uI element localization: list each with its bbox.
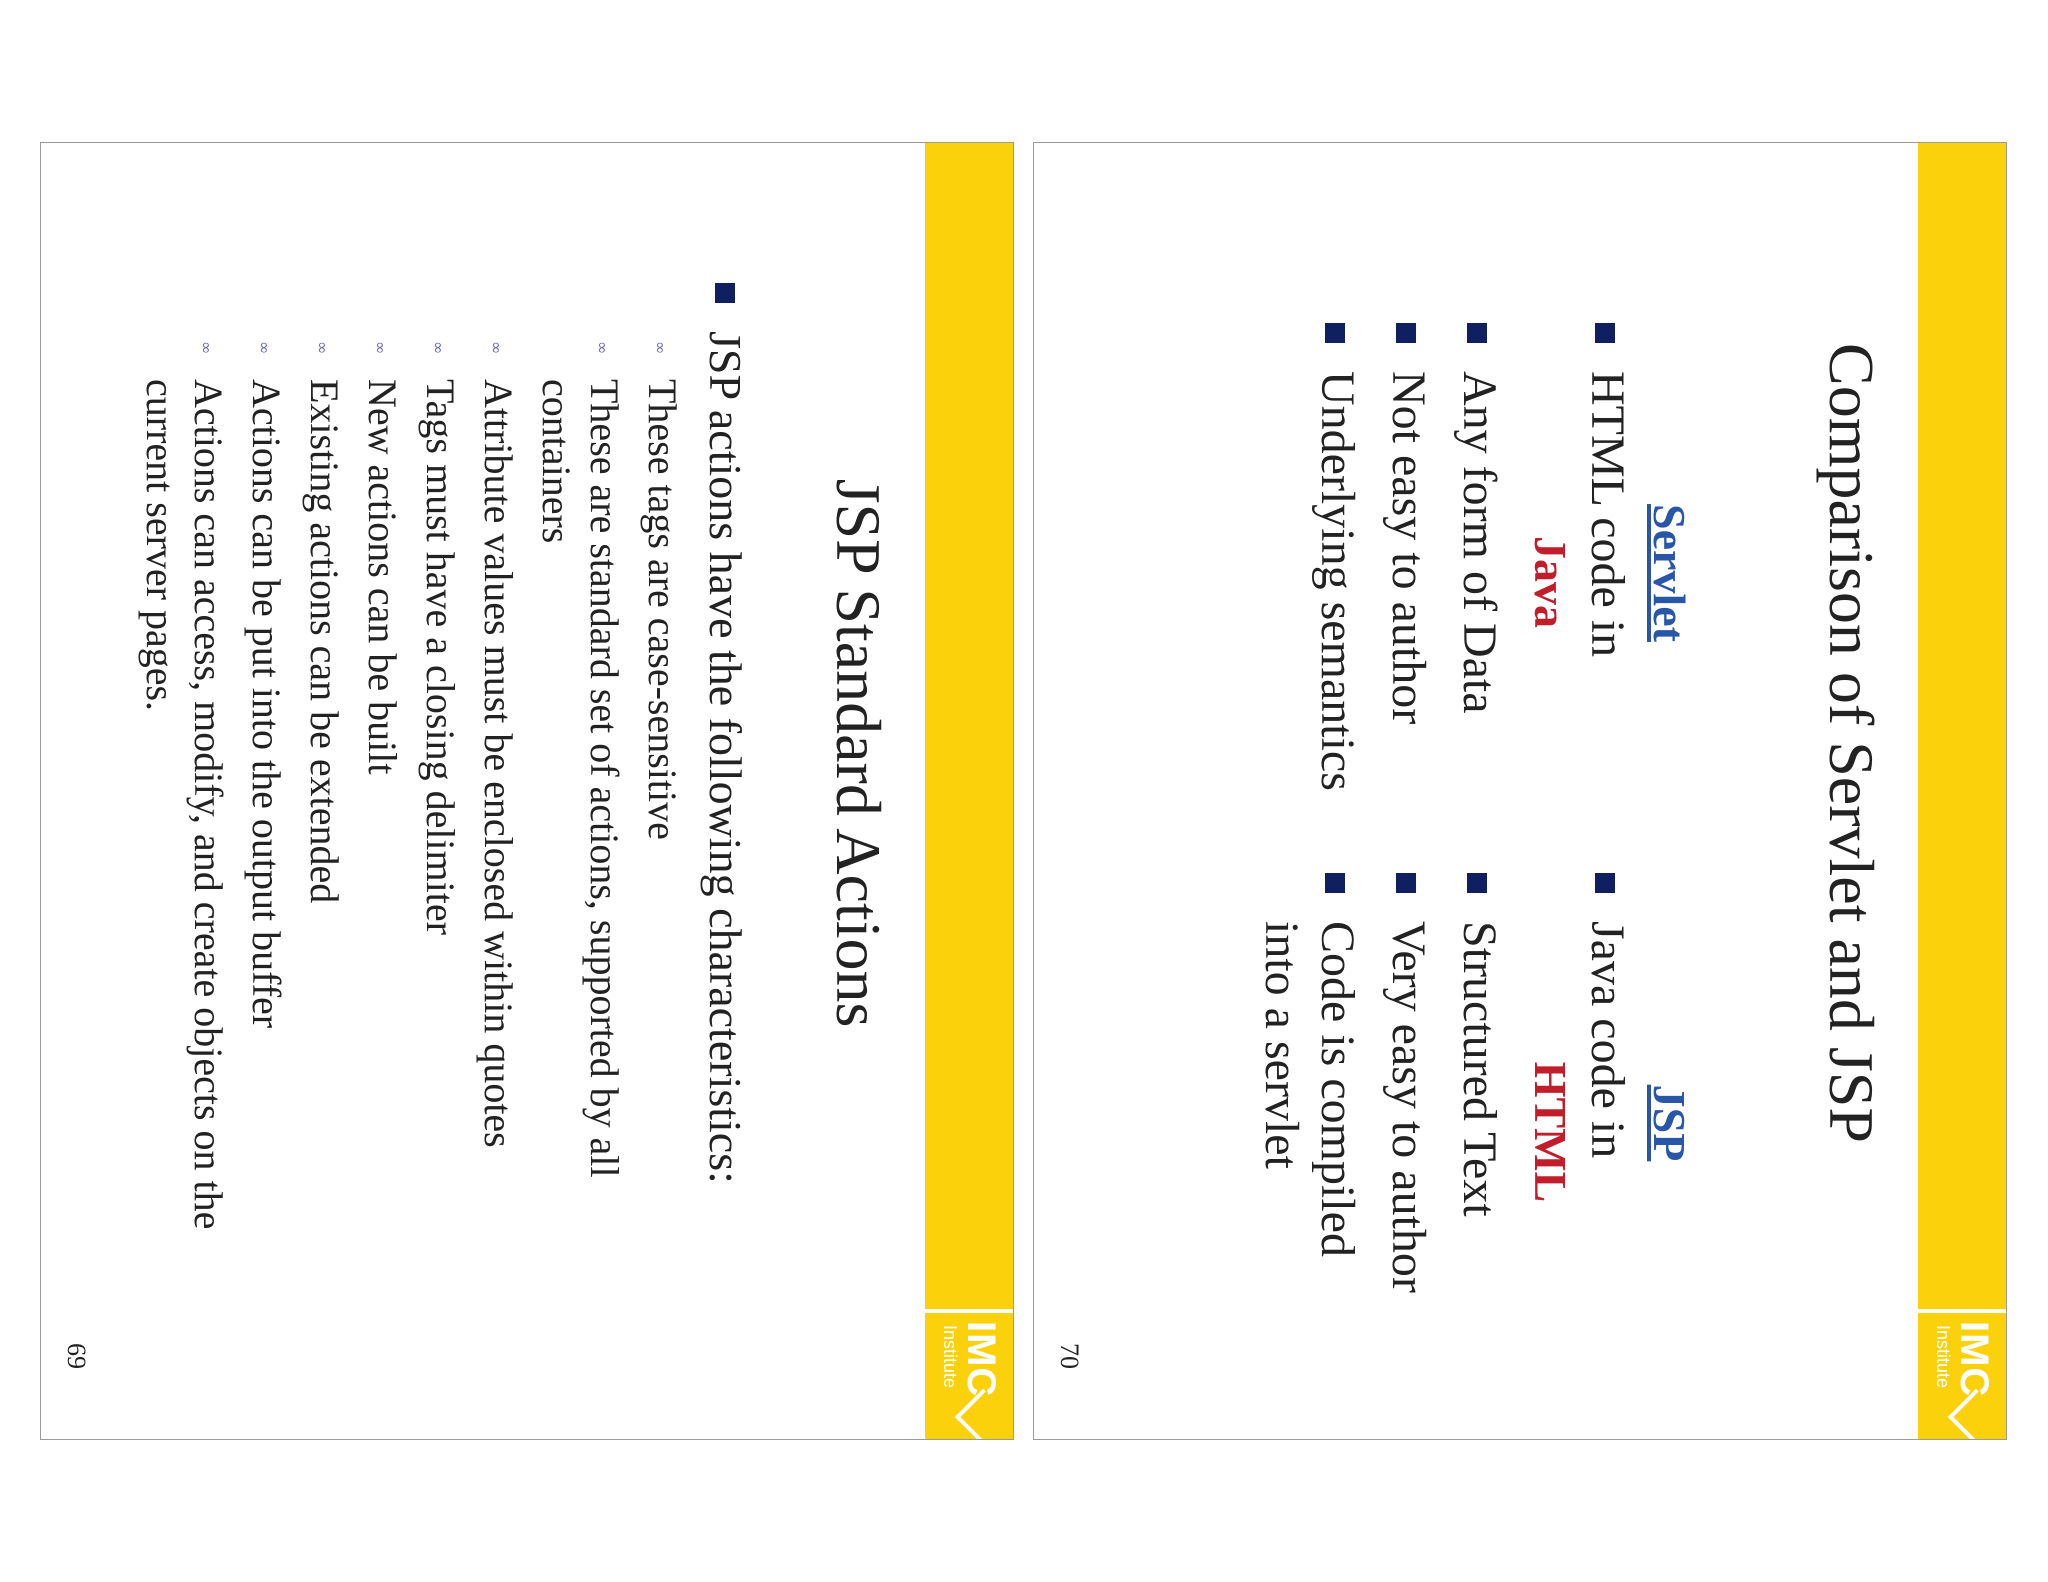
page-number: 69 [62,1343,91,1369]
column-item-text: Not easy to author [1381,371,1435,725]
sub-bullet-item [532,283,628,1323]
infinity-bullet-icon: ∞ [592,341,612,355]
column-item [1452,873,1507,1343]
slide-69 [40,142,1014,1440]
sub-bullet-item [416,283,464,1323]
imc-logo [925,1309,1014,1440]
column-item-text: HTML code in [1581,371,1634,658]
logo-text: IMC [959,1321,1003,1398]
sub-list-wrapper [136,283,686,1323]
slide-content [41,143,1014,1440]
infinity-bullet-icon: ∞ [312,341,332,355]
logo-subtext: Institute [940,1325,960,1389]
square-bullet-icon [1467,323,1487,343]
servlet-heading: Servlet [1644,504,1695,642]
bullet-list [126,283,753,1323]
sub-bullet-text: Actions can access, modify, and create objects on the current server pages. [137,379,231,1230]
slide-70 [1033,142,2007,1440]
sub-bullet-text: Attribute values must be enclosed within quotes [475,379,521,1148]
square-bullet-icon [1467,873,1487,893]
column-item [1523,323,1635,793]
sub-bullet-text: New actions can be built [359,379,405,775]
slide-title: Comparison of Servlet and JSP [1816,343,1887,1143]
sub-bullet-item [474,283,522,1323]
logo-subtext: Institute [1933,1325,1953,1389]
servlet-column [1293,323,1696,793]
sub-bullet-text: These tags are case-sensitive [639,379,685,840]
infinity-bullet-icon: ∞ [486,341,506,355]
column-item-text: Very easy to author [1381,921,1435,1293]
sub-bullet-item [136,283,232,1323]
emphasis-text: HTML [1524,1061,1576,1203]
square-bullet-icon [1595,873,1615,893]
jsp-heading: JSP [1644,1084,1695,1162]
sub-bullet-text: These are standard set of actions, supported by all containers [533,379,627,1178]
column-item-text: Java code in [1581,921,1634,1159]
emphasis-text: Java [1524,536,1576,628]
sub-bullet-list [136,283,686,1323]
slide-content [1034,143,2007,1440]
column-item-text: Underlying semantics [1310,371,1364,791]
square-bullet-icon [715,283,735,303]
column-item [1254,873,1364,1343]
column-item [1452,323,1507,793]
sub-bullet-item [300,283,348,1323]
column-item-text: Code is compiled into a servlet [1255,921,1364,1257]
header-band [925,143,1014,1440]
infinity-bullet-icon: ∞ [428,341,448,355]
infinity-bullet-icon: ∞ [254,341,274,355]
header-band [1918,143,2007,1440]
imc-logo [1918,1309,2007,1440]
square-bullet-icon [1595,323,1615,343]
infinity-bullet-icon: ∞ [370,341,390,355]
jsp-column [1238,873,1696,1343]
column-item [1381,873,1436,1343]
slide-title: JSP Standard Actions [823,478,894,1028]
page-number: 70 [1055,1343,1084,1369]
column-item-text: Any form of Data [1452,371,1506,714]
logo-text: IMC [1952,1321,1996,1398]
sub-bullet-item [242,283,290,1323]
bullet-item [698,283,753,1323]
bullet-text: JSP actions have the following characteristics: [700,331,751,1184]
infinity-bullet-icon: ∞ [196,341,216,355]
sub-bullet-item [358,283,406,1323]
column-item [1309,323,1364,793]
column-item [1381,323,1436,793]
sub-bullet-text: Actions can be put into the output buffer [243,379,289,1029]
infinity-bullet-icon: ∞ [650,341,670,355]
sub-bullet-item [638,283,686,1323]
square-bullet-icon [1325,873,1345,893]
square-bullet-icon [1396,873,1416,893]
square-bullet-icon [1325,323,1345,343]
square-bullet-icon [1396,323,1416,343]
column-item-text: Structured Text [1452,921,1506,1217]
sub-bullet-text: Existing actions can be extended [301,379,347,904]
column-item [1523,873,1635,1343]
sub-bullet-text: Tags must have a closing delimiter [417,379,463,935]
